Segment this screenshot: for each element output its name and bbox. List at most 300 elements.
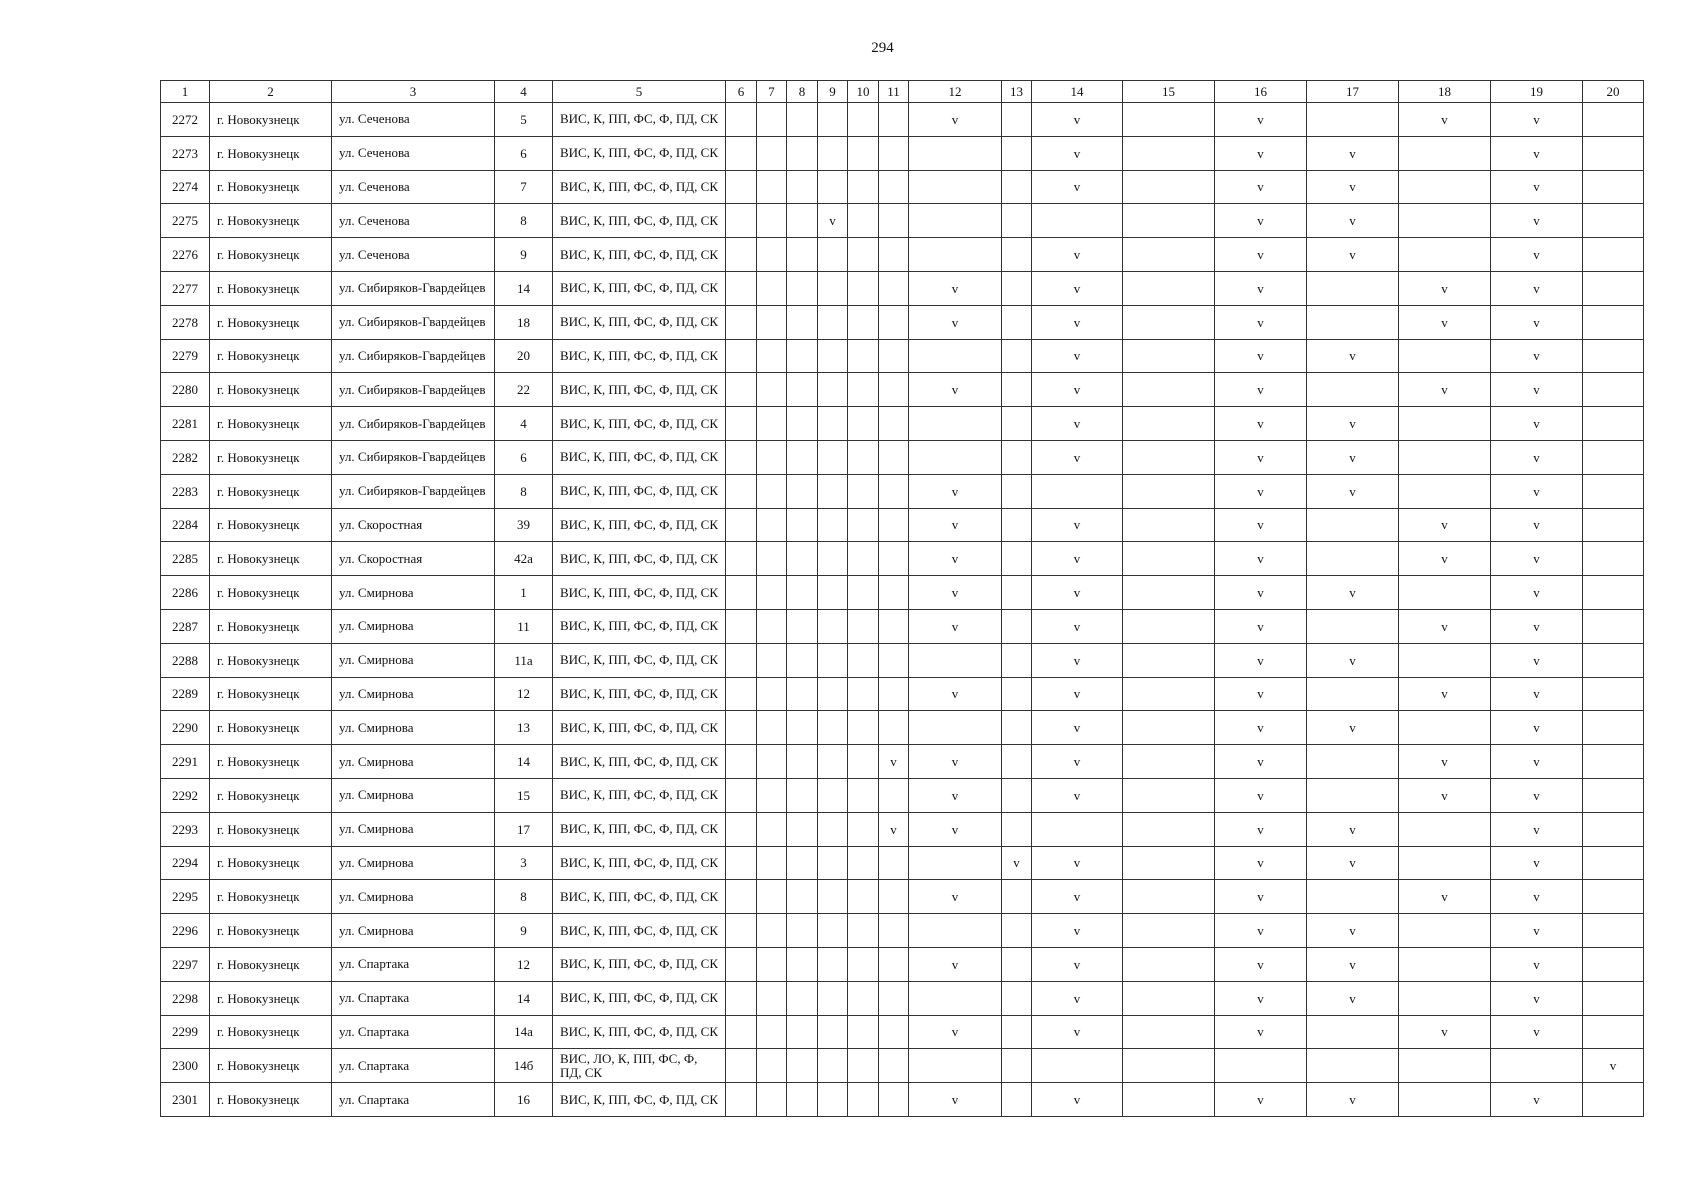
empty-cell-col-15: [1123, 508, 1215, 542]
check-mark-col-12: v: [909, 576, 1002, 610]
empty-cell-col-7: [757, 103, 787, 137]
empty-cell-col-7: [757, 305, 787, 339]
works-cell: ВИС, К, ПП, ФС, Ф, ПД, СК: [553, 508, 726, 542]
check-mark-col-16: v: [1215, 846, 1307, 880]
check-mark-col-17: v: [1307, 643, 1399, 677]
column-number-3: 3: [332, 81, 495, 103]
empty-cell-col-17: [1307, 271, 1399, 305]
street-cell: ул. Спартака: [332, 947, 495, 981]
empty-cell-col-7: [757, 846, 787, 880]
empty-cell-col-7: [757, 339, 787, 373]
column-number-11: 11: [879, 81, 909, 103]
empty-cell-col-20: [1583, 812, 1644, 846]
empty-cell-col-17: [1307, 677, 1399, 711]
empty-cell-col-13: [1002, 170, 1032, 204]
empty-cell-col-12: [909, 643, 1002, 677]
check-mark-col-17: v: [1307, 914, 1399, 948]
row-number-cell: 2299: [161, 1015, 210, 1049]
works-cell: ВИС, К, ПП, ФС, Ф, ПД, СК: [553, 1083, 726, 1117]
empty-cell-col-11: [879, 677, 909, 711]
empty-cell-col-9: [818, 373, 848, 407]
row-number-cell: 2288: [161, 643, 210, 677]
empty-cell-col-20: [1583, 1083, 1644, 1117]
row-number-cell: 2294: [161, 846, 210, 880]
empty-cell-col-15: [1123, 677, 1215, 711]
check-mark-col-14: v: [1032, 880, 1123, 914]
empty-cell-col-6: [726, 1083, 757, 1117]
street-cell: ул. Сеченова: [332, 204, 495, 238]
empty-cell-col-11: [879, 305, 909, 339]
empty-cell-col-8: [787, 880, 818, 914]
empty-cell-col-8: [787, 643, 818, 677]
empty-cell-col-20: [1583, 542, 1644, 576]
empty-cell-col-10: [848, 170, 879, 204]
empty-cell-col-13: [1002, 677, 1032, 711]
check-mark-col-16: v: [1215, 677, 1307, 711]
row-number-cell: 2298: [161, 981, 210, 1015]
check-mark-col-19: v: [1491, 711, 1583, 745]
check-mark-col-14: v: [1032, 305, 1123, 339]
house-number-cell: 12: [495, 947, 553, 981]
empty-cell-col-15: [1123, 846, 1215, 880]
empty-cell-col-10: [848, 136, 879, 170]
empty-cell-col-11: [879, 542, 909, 576]
table-row: [161, 778, 1644, 812]
empty-cell-col-11: [879, 373, 909, 407]
column-number-5: 5: [553, 81, 726, 103]
table-row: [161, 238, 1644, 272]
house-number-cell: 42а: [495, 542, 553, 576]
row-number-cell: 2286: [161, 576, 210, 610]
check-mark-col-14: v: [1032, 103, 1123, 137]
house-number-cell: 8: [495, 880, 553, 914]
check-mark-col-19: v: [1491, 339, 1583, 373]
empty-cell-col-9: [818, 508, 848, 542]
check-mark-col-16: v: [1215, 778, 1307, 812]
empty-cell-col-10: [848, 846, 879, 880]
empty-cell-col-9: [818, 271, 848, 305]
empty-cell-col-7: [757, 778, 787, 812]
city-cell: г. Новокузнецк: [210, 170, 332, 204]
check-mark-col-16: v: [1215, 271, 1307, 305]
check-mark-col-12: v: [909, 1083, 1002, 1117]
works-cell: ВИС, К, ПП, ФС, Ф, ПД, СК: [553, 339, 726, 373]
check-mark-col-19: v: [1491, 204, 1583, 238]
column-number-9: 9: [818, 81, 848, 103]
check-mark-col-19: v: [1491, 947, 1583, 981]
empty-cell-col-6: [726, 981, 757, 1015]
works-cell: ВИС, К, ПП, ФС, Ф, ПД, СК: [553, 846, 726, 880]
empty-cell-col-7: [757, 981, 787, 1015]
empty-cell-col-15: [1123, 103, 1215, 137]
empty-cell-col-9: [818, 440, 848, 474]
column-number-19: 19: [1491, 81, 1583, 103]
empty-cell-col-20: [1583, 576, 1644, 610]
empty-cell-col-9: [818, 947, 848, 981]
street-cell: ул. Смирнова: [332, 609, 495, 643]
city-cell: г. Новокузнецк: [210, 745, 332, 779]
registry-table: [160, 80, 1644, 1117]
street-cell: ул. Спартака: [332, 1083, 495, 1117]
check-mark-col-18: v: [1399, 271, 1491, 305]
check-mark-col-18: v: [1399, 609, 1491, 643]
row-number-cell: 2285: [161, 542, 210, 576]
empty-cell-col-18: [1399, 981, 1491, 1015]
empty-cell-col-10: [848, 103, 879, 137]
works-cell: ВИС, К, ПП, ФС, Ф, ПД, СК: [553, 1015, 726, 1049]
check-mark-col-17: v: [1307, 440, 1399, 474]
empty-cell-col-15: [1123, 1015, 1215, 1049]
check-mark-col-16: v: [1215, 576, 1307, 610]
empty-cell-col-13: [1002, 373, 1032, 407]
check-mark-col-16: v: [1215, 170, 1307, 204]
empty-cell-col-13: [1002, 474, 1032, 508]
city-cell: г. Новокузнецк: [210, 440, 332, 474]
city-cell: г. Новокузнецк: [210, 914, 332, 948]
column-number-1: 1: [161, 81, 210, 103]
table-row: [161, 677, 1644, 711]
empty-cell-col-15: [1123, 880, 1215, 914]
city-cell: г. Новокузнецк: [210, 407, 332, 441]
works-cell: ВИС, К, ПП, ФС, Ф, ПД, СК: [553, 542, 726, 576]
street-cell: ул. Смирнова: [332, 880, 495, 914]
table-row: [161, 981, 1644, 1015]
empty-cell-col-7: [757, 204, 787, 238]
empty-cell-col-17: [1307, 609, 1399, 643]
empty-cell-col-9: [818, 305, 848, 339]
city-cell: г. Новокузнецк: [210, 576, 332, 610]
empty-cell-col-13: [1002, 1015, 1032, 1049]
empty-cell-col-13: [1002, 204, 1032, 238]
city-cell: г. Новокузнецк: [210, 136, 332, 170]
table-row: [161, 170, 1644, 204]
check-mark-col-18: v: [1399, 745, 1491, 779]
check-mark-col-19: v: [1491, 407, 1583, 441]
empty-cell-col-15: [1123, 745, 1215, 779]
empty-cell-col-17: [1307, 880, 1399, 914]
empty-cell-col-11: [879, 711, 909, 745]
check-mark-col-20: v: [1583, 1049, 1644, 1083]
empty-cell-col-8: [787, 440, 818, 474]
empty-cell-col-9: [818, 609, 848, 643]
empty-cell-col-15: [1123, 1049, 1215, 1083]
empty-cell-col-20: [1583, 136, 1644, 170]
works-cell: ВИС, К, ПП, ФС, Ф, ПД, СК: [553, 914, 726, 948]
empty-cell-col-6: [726, 305, 757, 339]
city-cell: г. Новокузнецк: [210, 373, 332, 407]
empty-cell-col-9: [818, 677, 848, 711]
column-number-row: [161, 81, 1644, 103]
empty-cell-col-6: [726, 1015, 757, 1049]
house-number-cell: 11а: [495, 643, 553, 677]
check-mark-col-14: v: [1032, 373, 1123, 407]
empty-cell-col-7: [757, 745, 787, 779]
empty-cell-col-15: [1123, 305, 1215, 339]
empty-cell-col-6: [726, 407, 757, 441]
check-mark-col-16: v: [1215, 981, 1307, 1015]
city-cell: г. Новокузнецк: [210, 609, 332, 643]
check-mark-col-18: v: [1399, 880, 1491, 914]
check-mark-col-14: v: [1032, 339, 1123, 373]
check-mark-col-14: v: [1032, 745, 1123, 779]
empty-cell-col-8: [787, 170, 818, 204]
table-row: [161, 1049, 1644, 1083]
empty-cell-col-15: [1123, 981, 1215, 1015]
check-mark-col-12: v: [909, 1015, 1002, 1049]
empty-cell-col-10: [848, 677, 879, 711]
empty-cell-col-6: [726, 542, 757, 576]
check-mark-col-17: v: [1307, 812, 1399, 846]
check-mark-col-17: v: [1307, 474, 1399, 508]
empty-cell-col-7: [757, 373, 787, 407]
check-mark-col-18: v: [1399, 103, 1491, 137]
empty-cell-col-20: [1583, 339, 1644, 373]
check-mark-col-16: v: [1215, 542, 1307, 576]
empty-cell-col-9: [818, 339, 848, 373]
check-mark-col-13: v: [1002, 846, 1032, 880]
empty-cell-col-13: [1002, 576, 1032, 610]
empty-cell-col-7: [757, 576, 787, 610]
empty-cell-col-10: [848, 407, 879, 441]
street-cell: ул. Смирнова: [332, 812, 495, 846]
check-mark-col-19: v: [1491, 1083, 1583, 1117]
empty-cell-col-9: [818, 846, 848, 880]
empty-cell-col-9: [818, 914, 848, 948]
house-number-cell: 12: [495, 677, 553, 711]
row-number-cell: 2277: [161, 271, 210, 305]
empty-cell-col-15: [1123, 339, 1215, 373]
empty-cell-col-12: [909, 204, 1002, 238]
check-mark-col-16: v: [1215, 947, 1307, 981]
check-mark-col-16: v: [1215, 238, 1307, 272]
house-number-cell: 6: [495, 440, 553, 474]
check-mark-col-19: v: [1491, 508, 1583, 542]
check-mark-col-19: v: [1491, 846, 1583, 880]
empty-cell-col-10: [848, 812, 879, 846]
empty-cell-col-20: [1583, 880, 1644, 914]
works-cell: ВИС, К, ПП, ФС, Ф, ПД, СК: [553, 880, 726, 914]
empty-cell-col-11: [879, 474, 909, 508]
check-mark-col-16: v: [1215, 373, 1307, 407]
empty-cell-col-6: [726, 170, 757, 204]
empty-cell-col-8: [787, 846, 818, 880]
column-number-10: 10: [848, 81, 879, 103]
empty-cell-col-15: [1123, 778, 1215, 812]
check-mark-col-18: v: [1399, 677, 1491, 711]
empty-cell-col-20: [1583, 643, 1644, 677]
empty-cell-col-14: [1032, 1049, 1123, 1083]
empty-cell-col-12: [909, 170, 1002, 204]
empty-cell-col-10: [848, 711, 879, 745]
works-cell: ВИС, К, ПП, ФС, Ф, ПД, СК: [553, 373, 726, 407]
empty-cell-col-10: [848, 373, 879, 407]
empty-cell-col-8: [787, 339, 818, 373]
empty-cell-col-11: [879, 339, 909, 373]
empty-cell-col-12: [909, 981, 1002, 1015]
row-number-cell: 2290: [161, 711, 210, 745]
works-cell: ВИС, К, ПП, ФС, Ф, ПД, СК: [553, 238, 726, 272]
empty-cell-col-11: [879, 238, 909, 272]
check-mark-col-14: v: [1032, 711, 1123, 745]
table-row: [161, 103, 1644, 137]
empty-cell-col-12: [909, 339, 1002, 373]
check-mark-col-19: v: [1491, 677, 1583, 711]
house-number-cell: 5: [495, 103, 553, 137]
row-number-cell: 2276: [161, 238, 210, 272]
empty-cell-col-8: [787, 204, 818, 238]
empty-cell-col-9: [818, 238, 848, 272]
empty-cell-col-8: [787, 373, 818, 407]
check-mark-col-12: v: [909, 542, 1002, 576]
empty-cell-col-10: [848, 1049, 879, 1083]
check-mark-col-17: v: [1307, 204, 1399, 238]
house-number-cell: 8: [495, 204, 553, 238]
empty-cell-col-7: [757, 812, 787, 846]
empty-cell-col-6: [726, 576, 757, 610]
check-mark-col-16: v: [1215, 880, 1307, 914]
empty-cell-col-6: [726, 1049, 757, 1083]
empty-cell-col-8: [787, 947, 818, 981]
check-mark-col-9: v: [818, 204, 848, 238]
empty-cell-col-13: [1002, 103, 1032, 137]
empty-cell-col-11: [879, 170, 909, 204]
empty-cell-col-10: [848, 204, 879, 238]
column-number-12: 12: [909, 81, 1002, 103]
house-number-cell: 17: [495, 812, 553, 846]
city-cell: г. Новокузнецк: [210, 981, 332, 1015]
empty-cell-col-13: [1002, 339, 1032, 373]
street-cell: ул. Сибиряков-Гвардейцев: [332, 305, 495, 339]
row-number-cell: 2281: [161, 407, 210, 441]
empty-cell-col-6: [726, 880, 757, 914]
house-number-cell: 14: [495, 981, 553, 1015]
empty-cell-col-6: [726, 711, 757, 745]
empty-cell-col-18: [1399, 643, 1491, 677]
city-cell: г. Новокузнецк: [210, 508, 332, 542]
empty-cell-col-10: [848, 238, 879, 272]
empty-cell-col-7: [757, 880, 787, 914]
empty-cell-col-13: [1002, 711, 1032, 745]
empty-cell-col-10: [848, 542, 879, 576]
empty-cell-col-13: [1002, 643, 1032, 677]
city-cell: г. Новокузнецк: [210, 238, 332, 272]
empty-cell-col-10: [848, 508, 879, 542]
empty-cell-col-11: [879, 271, 909, 305]
column-number-7: 7: [757, 81, 787, 103]
street-cell: ул. Смирнова: [332, 677, 495, 711]
house-number-cell: 9: [495, 914, 553, 948]
empty-cell-col-13: [1002, 238, 1032, 272]
empty-cell-col-13: [1002, 609, 1032, 643]
city-cell: г. Новокузнецк: [210, 542, 332, 576]
works-cell: ВИС, К, ПП, ФС, Ф, ПД, СК: [553, 745, 726, 779]
check-mark-col-17: v: [1307, 136, 1399, 170]
check-mark-col-16: v: [1215, 407, 1307, 441]
street-cell: ул. Сеченова: [332, 238, 495, 272]
house-number-cell: 1: [495, 576, 553, 610]
city-cell: г. Новокузнецк: [210, 204, 332, 238]
row-number-cell: 2279: [161, 339, 210, 373]
check-mark-col-14: v: [1032, 508, 1123, 542]
empty-cell-col-20: [1583, 711, 1644, 745]
street-cell: ул. Сибиряков-Гвардейцев: [332, 440, 495, 474]
street-cell: ул. Смирнова: [332, 643, 495, 677]
empty-cell-col-15: [1123, 238, 1215, 272]
house-number-cell: 15: [495, 778, 553, 812]
city-cell: г. Новокузнецк: [210, 947, 332, 981]
street-cell: ул. Сибиряков-Гвардейцев: [332, 339, 495, 373]
column-number-4: 4: [495, 81, 553, 103]
check-mark-col-19: v: [1491, 609, 1583, 643]
street-cell: ул. Спартака: [332, 1049, 495, 1083]
empty-cell-col-17: [1307, 542, 1399, 576]
works-cell: ВИС, К, ПП, ФС, Ф, ПД, СК: [553, 474, 726, 508]
empty-cell-col-6: [726, 238, 757, 272]
empty-cell-col-10: [848, 576, 879, 610]
check-mark-col-12: v: [909, 812, 1002, 846]
empty-cell-col-7: [757, 711, 787, 745]
empty-cell-col-11: [879, 1015, 909, 1049]
street-cell: ул. Сибиряков-Гвардейцев: [332, 373, 495, 407]
check-mark-col-19: v: [1491, 238, 1583, 272]
empty-cell-col-13: [1002, 778, 1032, 812]
house-number-cell: 14: [495, 745, 553, 779]
city-cell: г. Новокузнецк: [210, 643, 332, 677]
empty-cell-col-8: [787, 136, 818, 170]
table-row: [161, 271, 1644, 305]
empty-cell-col-18: [1399, 170, 1491, 204]
row-number-cell: 2273: [161, 136, 210, 170]
check-mark-col-14: v: [1032, 542, 1123, 576]
empty-cell-col-20: [1583, 103, 1644, 137]
row-number-cell: 2275: [161, 204, 210, 238]
row-number-cell: 2282: [161, 440, 210, 474]
empty-cell-col-9: [818, 880, 848, 914]
check-mark-col-16: v: [1215, 609, 1307, 643]
table-row: [161, 373, 1644, 407]
empty-cell-col-9: [818, 576, 848, 610]
empty-cell-col-9: [818, 407, 848, 441]
street-cell: ул. Спартака: [332, 1015, 495, 1049]
empty-cell-col-8: [787, 745, 818, 779]
row-number-cell: 2289: [161, 677, 210, 711]
empty-cell-col-19: [1491, 1049, 1583, 1083]
city-cell: г. Новокузнецк: [210, 1049, 332, 1083]
check-mark-col-14: v: [1032, 677, 1123, 711]
empty-cell-col-20: [1583, 981, 1644, 1015]
city-cell: г. Новокузнецк: [210, 271, 332, 305]
empty-cell-col-11: [879, 880, 909, 914]
check-mark-col-14: v: [1032, 576, 1123, 610]
empty-cell-col-17: [1307, 1049, 1399, 1083]
empty-cell-col-18: [1399, 711, 1491, 745]
house-number-cell: 6: [495, 136, 553, 170]
empty-cell-col-6: [726, 643, 757, 677]
city-cell: г. Новокузнецк: [210, 778, 332, 812]
check-mark-col-12: v: [909, 103, 1002, 137]
street-cell: ул. Сибиряков-Гвардейцев: [332, 271, 495, 305]
empty-cell-col-9: [818, 103, 848, 137]
check-mark-col-16: v: [1215, 914, 1307, 948]
empty-cell-col-8: [787, 1015, 818, 1049]
empty-cell-col-15: [1123, 170, 1215, 204]
works-cell: ВИС, К, ПП, ФС, Ф, ПД, СК: [553, 677, 726, 711]
row-number-cell: 2274: [161, 170, 210, 204]
empty-cell-col-15: [1123, 609, 1215, 643]
check-mark-col-19: v: [1491, 812, 1583, 846]
empty-cell-col-8: [787, 1049, 818, 1083]
table-row: [161, 1015, 1644, 1049]
